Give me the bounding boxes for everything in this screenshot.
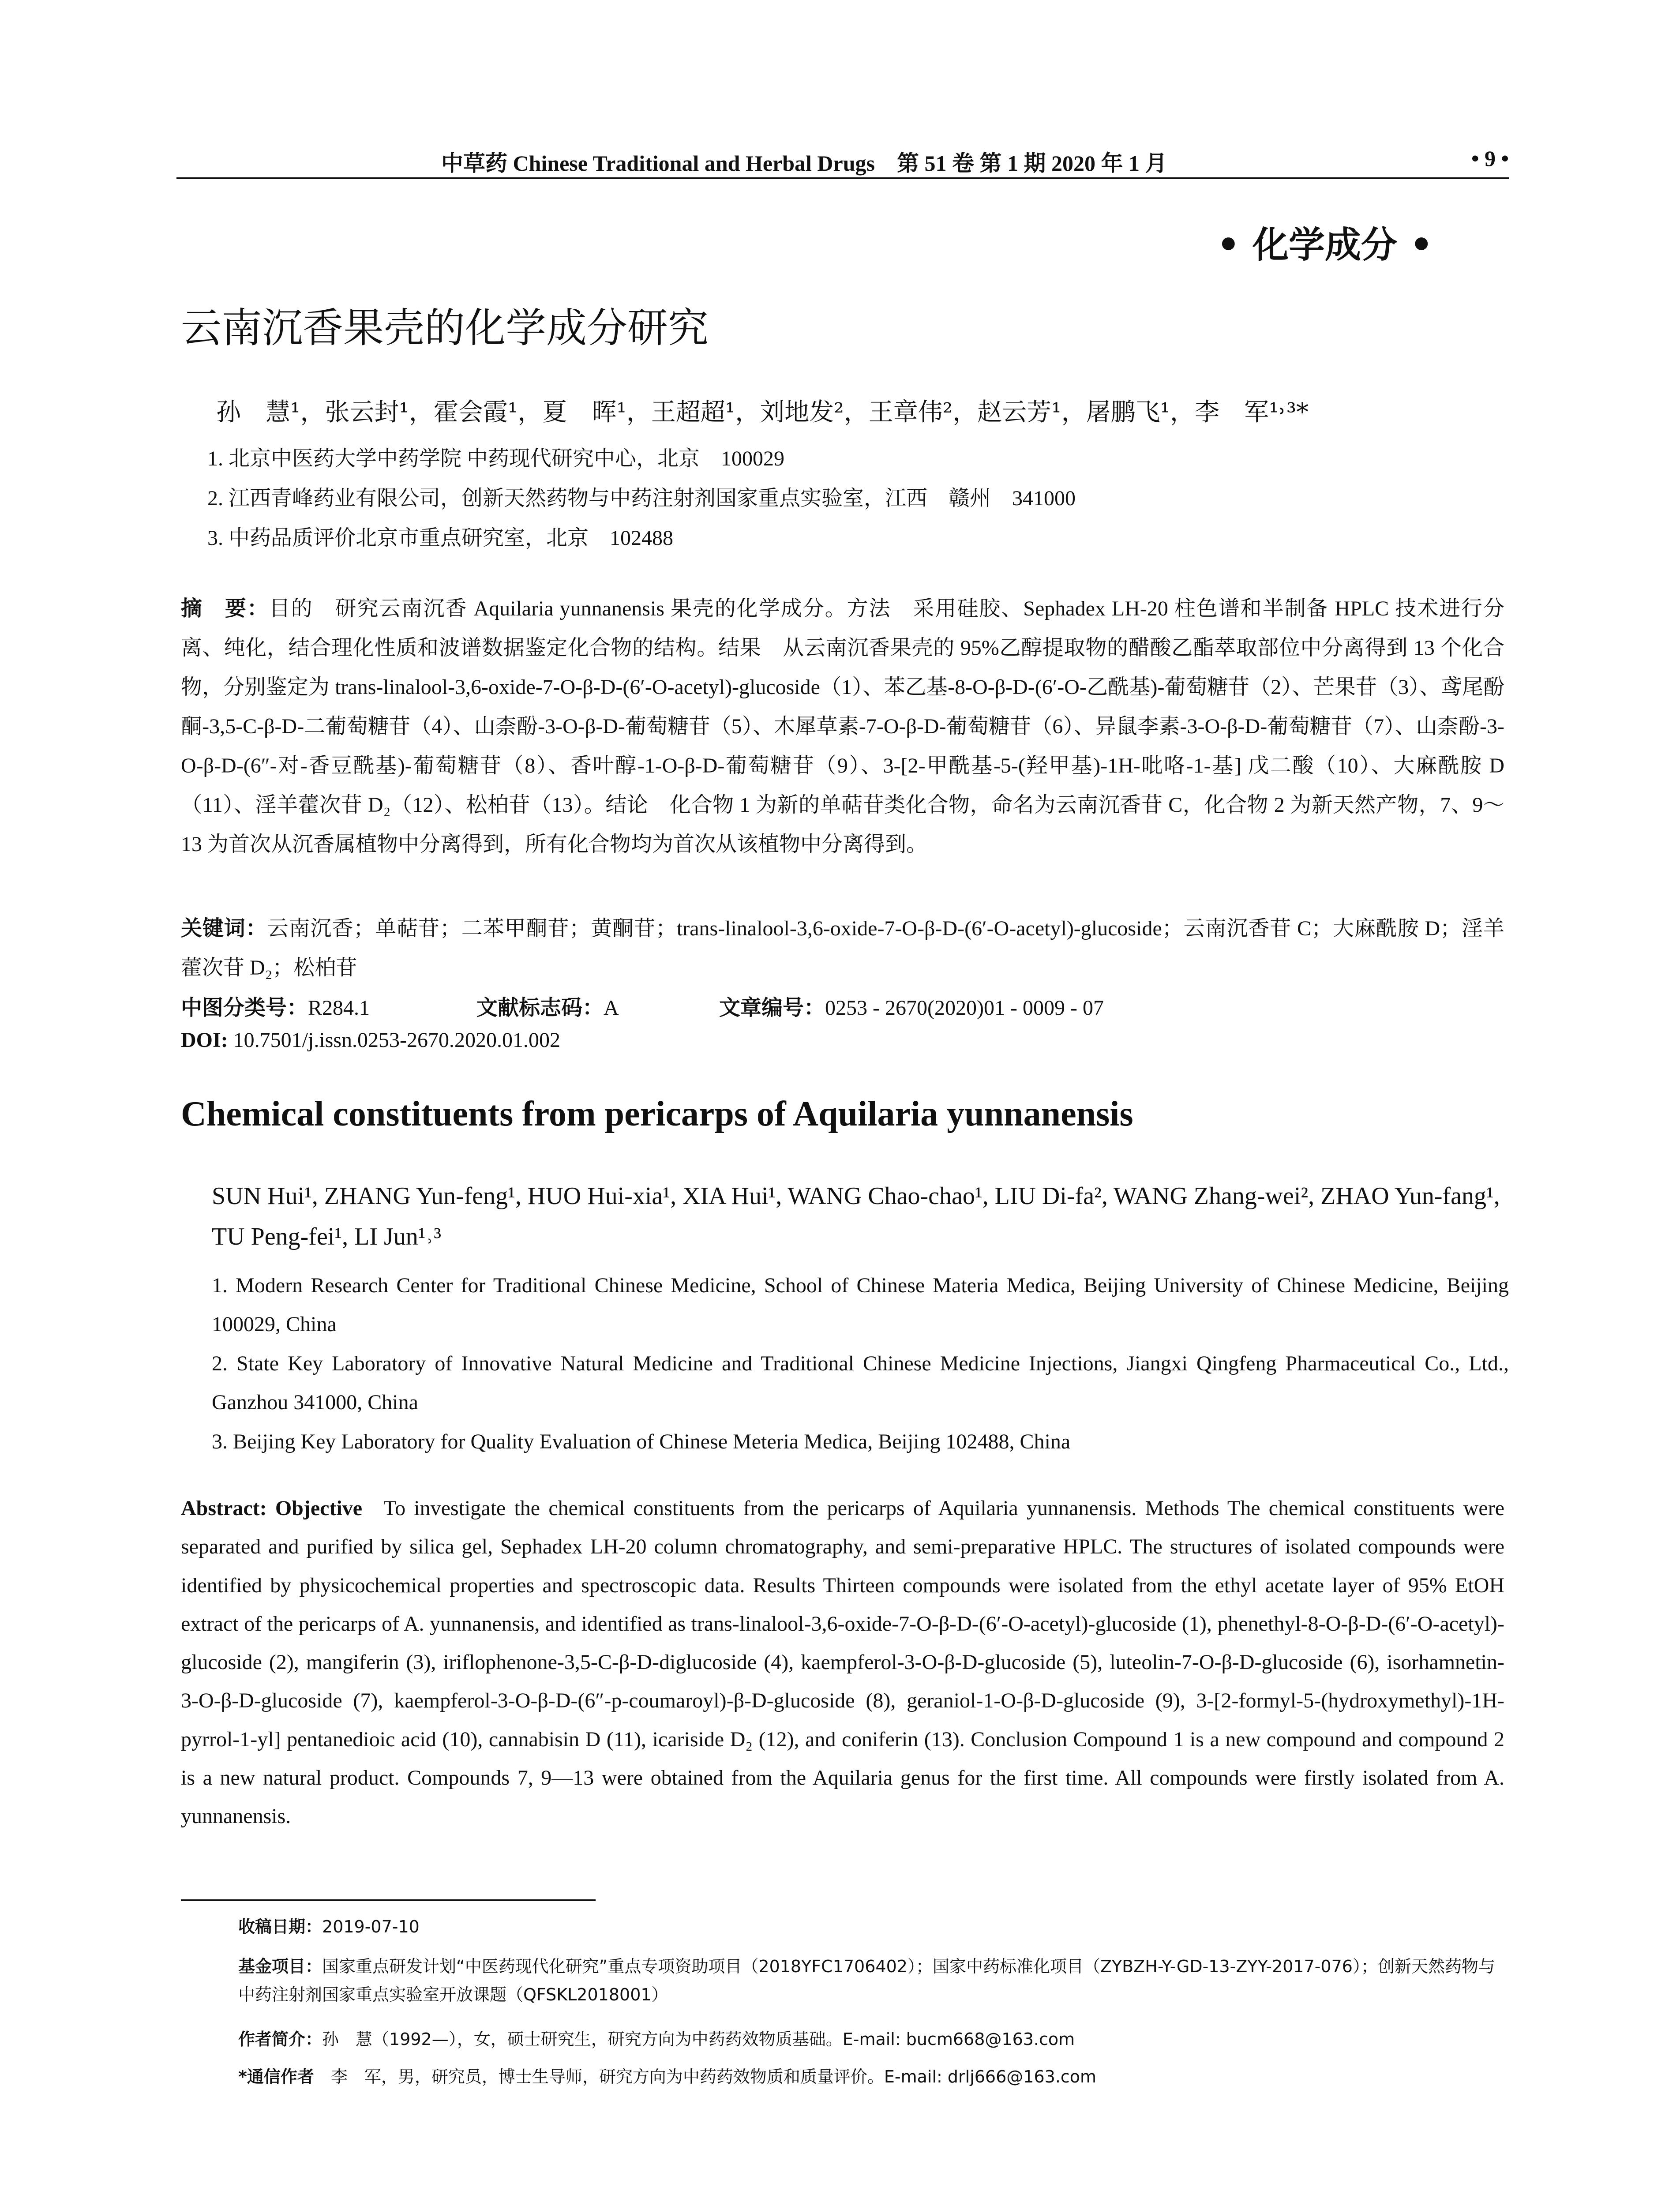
footnote-author [238, 2025, 1509, 2053]
article-number-value: 0253 - 2670(2020)01 - 0009 - 07 [825, 996, 1104, 1020]
section-label: • 化学成分 • [1217, 224, 1433, 266]
keywords-label: 关键词： [181, 916, 267, 941]
doi-value: 10.7501/j.issn.0253-2670.2020.01.002 [233, 1028, 561, 1052]
article-number-line [719, 990, 1104, 1021]
fund-label: 基金项目： [238, 1957, 322, 1976]
clc-value: R284.1 [308, 996, 370, 1020]
corresponding-label: *通信作者 [238, 2067, 314, 2086]
header-rule [176, 177, 1509, 179]
chinese-affiliation-3: 3. 中药品质评价北京市重点研究室，北京 102488 [207, 526, 674, 550]
doc-code-label: 文献标志码： [476, 995, 604, 1020]
chinese-affiliation-2: 2. 江西青峰药业有限公司，创新天然药物与中药注射剂国家重点实验室，江西 赣州 341000 [207, 487, 1076, 510]
page-number: • 9 • [1471, 146, 1509, 171]
english-abstract [181, 1489, 1504, 1836]
classification-line [181, 990, 370, 1021]
english-authors: SUN Hui¹, ZHANG Yun-feng¹, HUO Hui-xia¹, XIA Hui¹, WANG Chao-chao¹, LIU Di-fa², WANG Zhang-wei², ZHAO Yun-fang¹, TU Peng-fei¹, LI Jun¹˒³ [212, 1182, 1500, 1250]
chinese-affiliation-1: 1. 北京中医药大学中药学院 中药现代研究中心，北京 100029 [207, 447, 785, 470]
chinese-abstract-text: 目的 研究云南沉香 Aquilaria yunnanensis 果壳的化学成分。方法 采用硅胶、Sephadex LH-20 柱色谱和半制备 HPLC 技术进行分离、纯化，结合理化性质和波谱数据鉴定化合物的结构。结果 从云南沉香果壳的 95%乙醇提取物的醋酸乙酯萃取部位中分离得到 13 个化合物，分别鉴定为 trans-linalool-3,6-oxide-7-O-β-D-(6′-O-acetyl)-glucoside（1）、苯乙基-8-O-β-D-(6′-O-乙酰基)-葡萄糖苷（2）、芒果苷（3）、鸢尾酚酮-3,5-C-β-D-二葡萄糖苷（4）、山柰酚-3-O-β-D-葡萄糖苷（5）、木犀草素-7-O-β-D-葡萄糖苷（6）、异鼠李素-3-O-β-D-葡萄糖苷（7）、山柰酚-3-O-β-D-(6″-对-香豆酰基)-葡萄糖苷（8）、香叶醇-1-O-β-D-葡萄糖苷（9）、3-[2-甲酰基-5-(羟甲基)-1H-吡咯-1-基] 戊二酸（10）、大麻酰胺 D（11）、淫羊藿次苷 D₂（12）、松柏苷（13）。结论 化合物 1 为新的单萜苷类化合物，命名为云南沉香苷 C，化合物 2 为新天然产物，7、9～13 为首次从沉香属植物中分离得到，所有化合物均为首次从该植物中分离得到。 [181, 597, 1504, 856]
fund-text: 国家重点研发计划“中医药现代化研究”重点专项资助项目（2018YFC1706402）；国家中药标准化项目（ZYBZH-Y-GD-13-ZYY-2017-076）；创新天然药物与中药注射剂国家重点实验室开放课题（QFSKL2018001） [238, 1957, 1495, 2004]
doi-label: DOI: [181, 1028, 228, 1052]
chinese-title: 云南沉香果壳的化学成分研究 [181, 304, 709, 352]
english-abstract-label: Abstract: Objective [181, 1497, 363, 1520]
english-affiliation-1: 1. Modern Research Center for Traditional Chinese Medicine, School of Chinese Materia Medica, Beijing University of Chinese Medicine, Beijing 100029, China [212, 1274, 1509, 1336]
doc-code-line [476, 990, 619, 1021]
footnote-rule [181, 1899, 596, 1901]
author-label: 作者简介： [238, 2030, 322, 2049]
chinese-abstract-label: 摘 要： [181, 596, 269, 621]
footnote-corresponding [238, 2063, 1509, 2091]
running-header [176, 132, 1509, 181]
corresponding-text: 李 军，男，研究员，博士生导师，研究方向为中药药效物质和质量评价。E-mail: drlj666@163.com [330, 2067, 1097, 2086]
received-label: 收稿日期： [238, 1917, 322, 1936]
clc-label: 中图分类号： [181, 995, 308, 1020]
english-affiliation-3: 3. Beijing Key Laboratory for Quality Evaluation of Chinese Meteria Medica, Beijing 102488, China [212, 1430, 1071, 1453]
english-abstract-text: To investigate the chemical constituents from the pericarps of Aquilaria yunnanensis. Methods The chemical constituents were separated and purified by silica gel, Sephadex LH-20 column chromatography, and semi-preparative HPLC. The structures of isolated compounds were identified by physicochemical properties and spectroscopic data. Results Thirteen compounds were isolated from the ethyl acetate layer of 95% EtOH extract of the pericarps of A. yunnanensis, and identified as trans-linalool-3,6-oxide-7-O-β-D-(6′-O-acetyl)-glucoside (1), phenethyl-8-O-β-D-(6′-O-acetyl)-glucoside (2), mangiferin (3), iriflophenone-3,5-C-β-D-diglucoside (4), kaempferol-3-O-β-D-glucoside (5), luteolin-7-O-β-D-glucoside (6), isorhamnetin-3-O-β-D-glucoside (7), kaempferol-3-O-β-D-(6″-p-coumaroyl)-β-D-glucoside (8), geraniol-1-O-β-D-glucoside (9), 3-[2-formyl-5-(hydroxymethyl)-1H-pyrrol-1-yl] pentanedioic acid (10), cannabisin D (11), icariside D₂ (12), and coniferin (13). Conclusion Compound 1 is a new compound and compound 2 is a new natural product. Compounds 7, 9—13 were obtained from the Aquilaria genus for the first time. All compounds were firstly isolated from A. yunnanensis. [181, 1497, 1504, 1828]
keywords-text: 云南沉香；单萜苷；二苯甲酮苷；黄酮苷；trans-linalool-3,6-oxide-7-O-β-D-(6′-O-acetyl)-glucoside；云南沉香苷 C；大麻酰胺 D；淫羊藿次苷 D₂；松柏苷 [181, 917, 1504, 979]
footnote-fund [238, 1952, 1509, 2009]
received-date: 2019-07-10 [322, 1917, 420, 1936]
journal-running-title: 中草药 Chinese Traditional and Herbal Drugs 第 51 卷 第 1 期 2020 年 1 月 [441, 151, 1167, 176]
english-title: Chemical constituents from pericarps of Aquilaria yunnanensis [181, 1095, 1133, 1133]
doi-line [181, 1028, 560, 1052]
chinese-authors: 孙 慧¹，张云封¹，霍会霞¹，夏 晖¹，王超超¹，刘地发²，王章伟²，赵云芳¹，屠鹏飞¹，李 军¹˒³* [216, 398, 1309, 427]
doc-code-value: A [604, 996, 619, 1020]
chinese-abstract [181, 589, 1504, 864]
author-text: 孙 慧（1992—），女，硕士研究生，研究方向为中药药效物质基础。E-mail: bucm668@163.com [322, 2030, 1075, 2049]
english-affiliation-2: 2. State Key Laboratory of Innovative Natural Medicine and Traditional Chinese Medicine Injections, Jiangxi Qingfeng Pharmaceutical Co., Ltd., Ganzhou 341000, China [212, 1352, 1509, 1414]
chinese-keywords [181, 909, 1504, 987]
footnote-received [238, 1913, 1509, 1941]
article-number-label: 文章编号： [719, 995, 825, 1020]
